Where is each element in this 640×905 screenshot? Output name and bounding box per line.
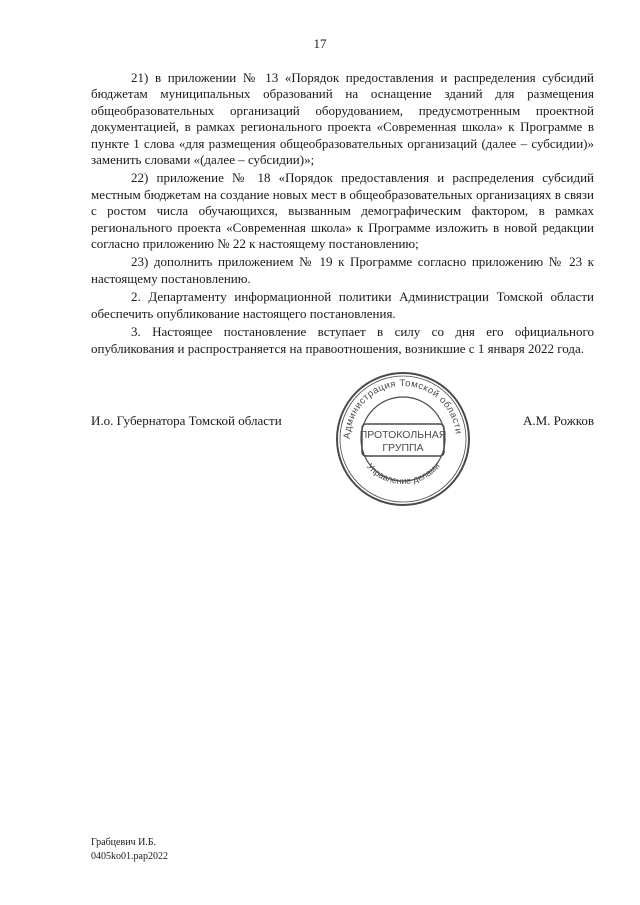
executor-name: Грабцевич И.Б. (91, 837, 157, 848)
document-body (91, 70, 594, 359)
paragraph-clause-3: 3. Настоящее постановление вступает в силу со дня его официального опубликования и распространяется на правоотношения, возникшие с 1 января 2022 года. (91, 324, 594, 356)
stamp-ring-text: Администрация Томской области (341, 377, 464, 440)
stamp-center-line1: ПРОТОКОЛЬНАЯ (359, 429, 447, 441)
paragraph-item-23: 23) дополнить приложением № 19 к Программе согласно приложению № 23 к настоящему постановлению. (91, 254, 594, 286)
signatory-name: А.М. Рожков (522, 413, 594, 428)
signatory-position: И.о. Губернатора Томской области (91, 413, 282, 428)
file-code: 0405ko01.pap2022 (91, 851, 168, 862)
paragraph-clause-2: 2. Департаменту информационной политики Администрации Томской области обеспечить опубликование настоящего постановления. (91, 289, 594, 321)
stamp-center-line2: ГРУППА (382, 442, 424, 454)
page-number: 17 (313, 36, 327, 51)
footer (91, 836, 168, 864)
stamp-bottom-text: Управление делами (364, 460, 442, 487)
svg-text:Управление делами (365, 461, 442, 486)
paragraph-item-21: 21) в приложении № 13 «Порядок предоставления и распределения субсидий бюджетам муниципальных образований на оснащение зданий для размещения общеобразовательных организаций оборудованием, предусмотренным проектной документацией, в рамках регионального проекта «Современная школа» к Программе в пункте 1 слова «для размещения общеобразовательных организаций (далее – субсидии)» заменить словами «(далее – субсидии)»; (91, 70, 594, 168)
official-stamp (332, 368, 474, 510)
paragraph-item-22: 22) приложение № 18 «Порядок предоставления и распределения субсидий местным бюджетам на создание новых мест в общеобразовательных организациях в связи с ростом числа обучающихся, вызванным демографическим фактором, в рамках регионального проекта «Современная школа» к Программе изложить в новой редакции согласно приложению № 22 к настоящему постановлению; (91, 170, 594, 252)
